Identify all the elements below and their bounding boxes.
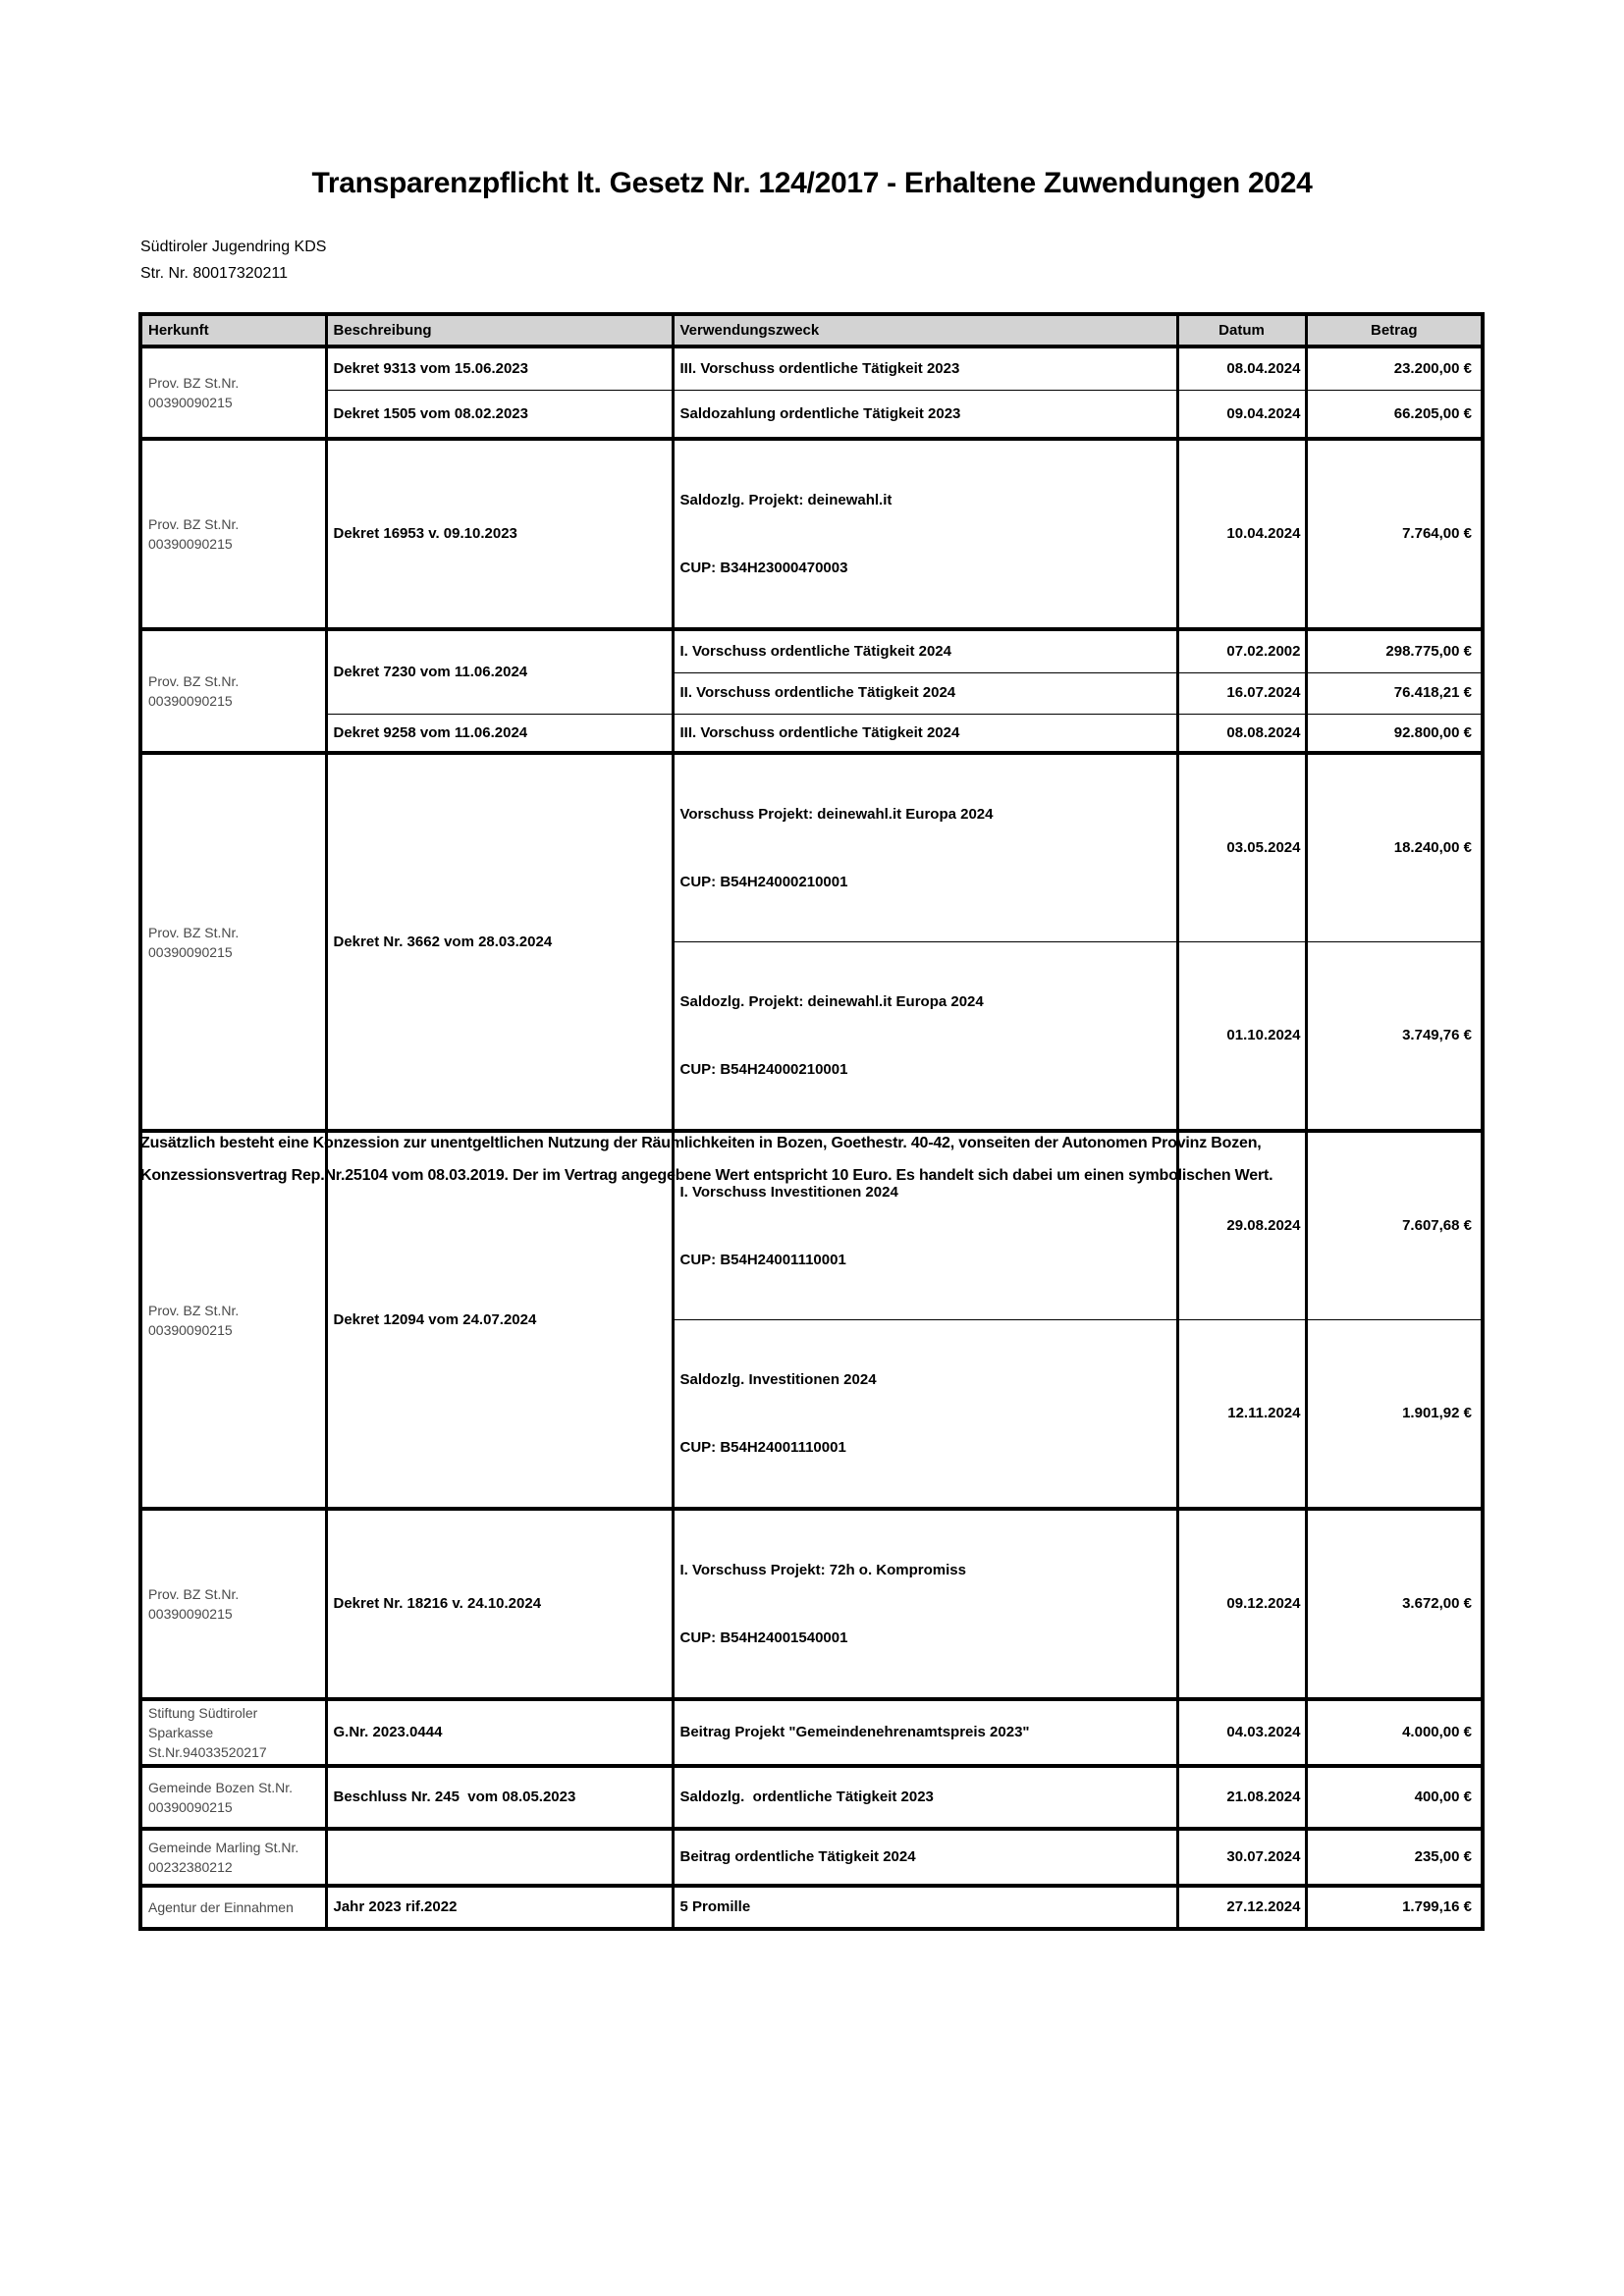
cell-datum: 04.03.2024 xyxy=(1177,1699,1306,1766)
table-header-row xyxy=(140,314,1483,347)
cell-herkunft: Prov. BZ St.Nr. 00390090215 xyxy=(140,629,326,753)
cell-herkunft: Gemeinde Marling St.Nr. 00232380212 xyxy=(140,1829,326,1886)
cell-herkunft: Prov. BZ St.Nr. 00390090215 xyxy=(140,1131,326,1509)
footnote-line-1: Zusätzlich besteht eine Konzession zur unentgeltlichen Nutzung der Räumlichkeiten in Bozen, Goethestr. 40-42, vonseiten der Autonomen Provinz Bozen, xyxy=(140,1135,1262,1151)
zweck-cup-line: CUP: B54H24000210001 xyxy=(679,1061,848,1079)
cell-verwendungszweck: I. Vorschuss ordentliche Tätigkeit 2024 xyxy=(673,629,1177,672)
cell-herkunft: Agentur der Einnahmen xyxy=(140,1886,326,1929)
cell-betrag: 4.000,00 € xyxy=(1306,1699,1483,1766)
cell-verwendungszweck xyxy=(673,439,1177,629)
footnote xyxy=(140,1127,1476,1192)
grants-table xyxy=(138,312,1485,1931)
cell-beschreibung: Dekret 7230 vom 11.06.2024 xyxy=(326,629,673,714)
cell-datum: 03.05.2024 xyxy=(1177,753,1306,942)
cell-betrag: 235,00 € xyxy=(1306,1829,1483,1886)
col-header-verwendungszweck: Verwendungszweck xyxy=(673,314,1177,347)
col-header-datum: Datum xyxy=(1177,314,1306,347)
zweck-cup-line: CUP: B54H24001110001 xyxy=(679,1439,846,1457)
table-row xyxy=(140,439,1483,629)
cell-beschreibung: Dekret 1505 vom 08.02.2023 xyxy=(326,390,673,439)
col-header-beschreibung: Beschreibung xyxy=(326,314,673,347)
cell-verwendungszweck: Saldozlg. ordentliche Tätigkeit 2023 xyxy=(673,1766,1177,1829)
cell-herkunft: Prov. BZ St.Nr. 00390090215 xyxy=(140,1509,326,1699)
page-title: Transparenzpflicht lt. Gesetz Nr. 124/2017 - Erhaltene Zuwendungen 2024 xyxy=(311,167,1313,199)
cell-verwendungszweck: III. Vorschuss ordentliche Tätigkeit 2024 xyxy=(673,714,1177,753)
cell-betrag: 1.901,92 € xyxy=(1306,1320,1483,1510)
org-name: Südtiroler Jugendring KDS xyxy=(140,239,327,255)
cell-verwendungszweck: 5 Promille xyxy=(673,1886,1177,1929)
cell-betrag: 3.749,76 € xyxy=(1306,942,1483,1132)
cell-beschreibung: Dekret 12094 vom 24.07.2024 xyxy=(326,1131,673,1509)
cell-beschreibung: Dekret 9313 vom 15.06.2023 xyxy=(326,347,673,390)
cell-betrag: 7.764,00 € xyxy=(1306,439,1483,629)
cell-betrag: 76.418,21 € xyxy=(1306,672,1483,714)
cell-datum: 01.10.2024 xyxy=(1177,942,1306,1132)
cell-verwendungszweck xyxy=(673,942,1177,1132)
cell-herkunft: Prov. BZ St.Nr. 00390090215 xyxy=(140,439,326,629)
cell-datum: 16.07.2024 xyxy=(1177,672,1306,714)
cell-datum: 21.08.2024 xyxy=(1177,1766,1306,1829)
cell-datum: 10.04.2024 xyxy=(1177,439,1306,629)
table-row xyxy=(140,1509,1483,1699)
cell-datum: 07.02.2002 xyxy=(1177,629,1306,672)
cell-betrag: 1.799,16 € xyxy=(1306,1886,1483,1929)
zweck-cup-line: CUP: B54H24000210001 xyxy=(679,874,848,891)
zweck-cup-line: CUP: B34H23000470003 xyxy=(679,560,848,577)
org-block xyxy=(140,234,326,287)
zweck-line: Saldozlg. Investitionen 2024 xyxy=(679,1370,877,1388)
cell-betrag: 400,00 € xyxy=(1306,1766,1483,1829)
cell-beschreibung: Beschluss Nr. 245 vom 08.05.2023 xyxy=(326,1766,673,1829)
cell-datum: 29.08.2024 xyxy=(1177,1131,1306,1320)
cell-herkunft: Prov. BZ St.Nr. 00390090215 xyxy=(140,347,326,439)
zweck-cup-line: CUP: B54H24001110001 xyxy=(679,1252,846,1269)
cell-beschreibung: Dekret 16953 v. 09.10.2023 xyxy=(326,439,673,629)
cell-datum: 08.08.2024 xyxy=(1177,714,1306,753)
cell-verwendungszweck xyxy=(673,1320,1177,1510)
cell-beschreibung: Dekret 9258 vom 11.06.2024 xyxy=(326,714,673,753)
cell-datum: 27.12.2024 xyxy=(1177,1886,1306,1929)
cell-beschreibung: G.Nr. 2023.0444 xyxy=(326,1699,673,1766)
cell-verwendungszweck: III. Vorschuss ordentliche Tätigkeit 2023 xyxy=(673,347,1177,390)
table-row xyxy=(140,1829,1483,1886)
zweck-cup-line: CUP: B54H24001540001 xyxy=(679,1629,848,1647)
cell-verwendungszweck: Beitrag ordentliche Tätigkeit 2024 xyxy=(673,1829,1177,1886)
cell-verwendungszweck: Beitrag Projekt "Gemeindenehrenamtspreis 2023" xyxy=(673,1699,1177,1766)
cell-datum: 09.12.2024 xyxy=(1177,1509,1306,1699)
table-row xyxy=(140,1886,1483,1929)
table-row xyxy=(140,714,1483,753)
table-row xyxy=(140,753,1483,942)
zweck-line: I. Vorschuss Investitionen 2024 xyxy=(679,1183,898,1201)
org-tax-number: Str. Nr. 80017320211 xyxy=(140,265,289,282)
cell-beschreibung: Dekret Nr. 3662 vom 28.03.2024 xyxy=(326,753,673,1131)
zweck-line: Vorschuss Projekt: deinewahl.it Europa 2024 xyxy=(679,805,994,823)
cell-beschreibung: Jahr 2023 rif.2022 xyxy=(326,1886,673,1929)
col-header-herkunft: Herkunft xyxy=(140,314,326,347)
cell-betrag: 7.607,68 € xyxy=(1306,1131,1483,1320)
cell-datum: 12.11.2024 xyxy=(1177,1320,1306,1510)
cell-verwendungszweck xyxy=(673,1509,1177,1699)
table-row xyxy=(140,347,1483,390)
cell-betrag: 298.775,00 € xyxy=(1306,629,1483,672)
cell-verwendungszweck xyxy=(673,753,1177,942)
table-row xyxy=(140,390,1483,439)
cell-betrag: 18.240,00 € xyxy=(1306,753,1483,942)
cell-verwendungszweck: Saldozahlung ordentliche Tätigkeit 2023 xyxy=(673,390,1177,439)
zweck-line: Saldozlg. Projekt: deinewahl.it xyxy=(679,491,893,508)
cell-datum: 08.04.2024 xyxy=(1177,347,1306,390)
table-row xyxy=(140,1766,1483,1829)
zweck-line: Saldozlg. Projekt: deinewahl.it Europa 2024 xyxy=(679,992,984,1010)
cell-datum: 09.04.2024 xyxy=(1177,390,1306,439)
zweck-line: I. Vorschuss Projekt: 72h o. Kompromiss xyxy=(679,1561,966,1578)
cell-beschreibung xyxy=(326,1829,673,1886)
cell-herkunft: Gemeinde Bozen St.Nr. 00390090215 xyxy=(140,1766,326,1829)
cell-herkunft: Prov. BZ St.Nr. 00390090215 xyxy=(140,753,326,1131)
cell-beschreibung: Dekret Nr. 18216 v. 24.10.2024 xyxy=(326,1509,673,1699)
footnote-line-2: Konzessionsvertrag Rep.Nr.25104 vom 08.03.2019. Der im Vertrag angegebene Wert entspricht 10 Euro. Es handelt sich dabei um einen symbolischen Wert. xyxy=(140,1167,1273,1184)
cell-betrag: 23.200,00 € xyxy=(1306,347,1483,390)
table-row xyxy=(140,1699,1483,1766)
cell-betrag: 3.672,00 € xyxy=(1306,1509,1483,1699)
table-row xyxy=(140,629,1483,672)
cell-betrag: 66.205,00 € xyxy=(1306,390,1483,439)
cell-datum: 30.07.2024 xyxy=(1177,1829,1306,1886)
cell-verwendungszweck: II. Vorschuss ordentliche Tätigkeit 2024 xyxy=(673,672,1177,714)
col-header-betrag: Betrag xyxy=(1306,314,1483,347)
cell-herkunft: Stiftung Südtiroler Sparkasse St.Nr.94033520217 xyxy=(140,1699,326,1766)
cell-betrag: 92.800,00 € xyxy=(1306,714,1483,753)
